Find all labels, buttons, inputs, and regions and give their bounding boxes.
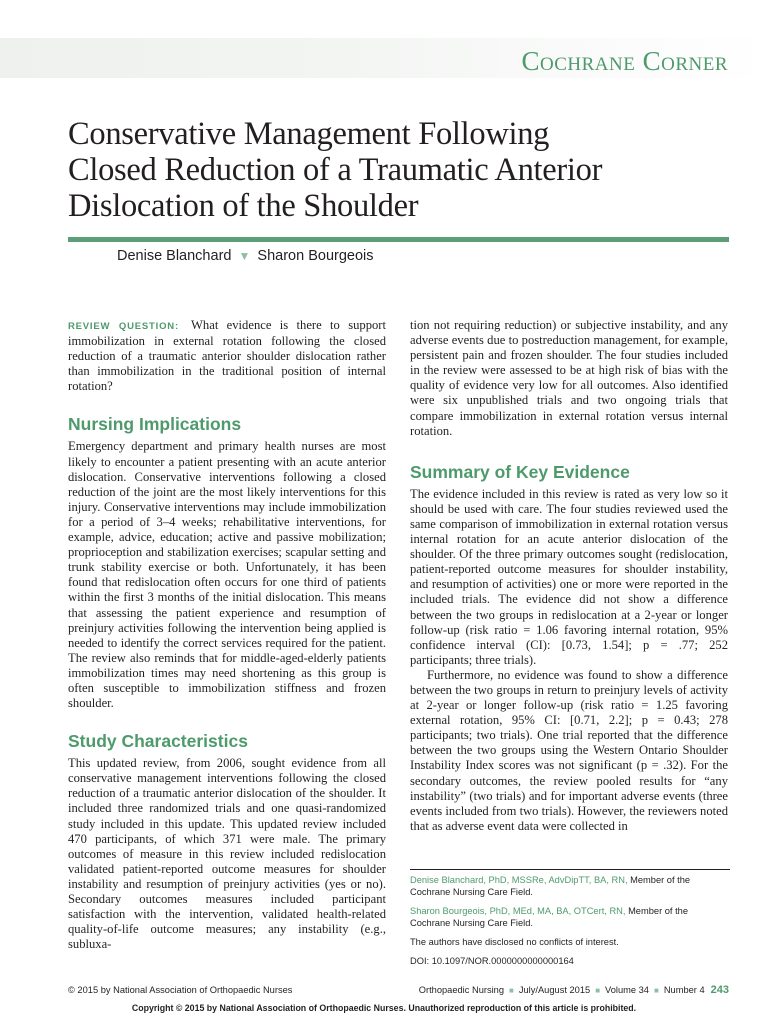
section-heading: Summary of Key Evidence	[410, 461, 630, 482]
page-number: 243	[710, 984, 729, 996]
review-question-text: What evidence is there to support immobilization in external rotation following the closed reduction of a traumatic anterior shoulder dislocation rather than immobilization in the traditional position of internal rotation?	[68, 318, 386, 394]
left-column	[68, 318, 386, 952]
title-line-3: Dislocation of the Shoulder	[68, 188, 419, 224]
author-note	[410, 874, 730, 898]
review-question-label: REVIEW QUESTION:	[68, 321, 179, 332]
footer-copyright: © 2015 by National Association of Orthopaedic Nurses	[68, 985, 293, 995]
body-paragraph: tion not requiring reduction) or subjective instability, and any adverse events due to postreduction management, for example, persistent pain and frozen shoulder. The four studies included in the review were assessed to be at high risk of bias with the quality of evidence very low for all outcomes. Also identified were six unpublished trials and two ongoing trials that compare immobilization in external rotation versus internal rotation.	[410, 318, 728, 438]
conflict-statement: The authors have disclosed no conflicts of interest.	[410, 937, 619, 947]
author-notes	[410, 869, 730, 974]
author-name: Sharon Bourgeois	[257, 248, 374, 264]
author-credentials: Sharon Bourgeois, PhD, MEd, MA, BA, OTCert, RN,	[410, 906, 626, 916]
author-affiliation: Member of the Cochrane Nursing Care Field.	[410, 906, 689, 928]
issue-date: July/August 2015	[518, 985, 591, 995]
title-divider	[68, 237, 729, 242]
title-line-1: Conservative Management Following	[68, 116, 550, 152]
body-paragraph: This updated review, from 2006, sought evidence from all conservative management interventions following the closed reduction of a traumatic anterior dislocation of the shoulder. It included three randomized trials and one quasi-randomized study included in this update. This updated review included 470 participants, of which 371 were male. The primary outcomes of measure in this review included redislocation validated patient-reported outcome measures for shoulder instability and resumption of preinjury activities (yes or no). Secondary outcomes measures included participant satisfaction with the intervention, validated health-related quality-of-life outcome measures; any instability (e.g., subluxa-	[68, 756, 386, 952]
author-name: Denise Blanchard	[117, 248, 232, 264]
review-question	[68, 318, 386, 394]
body-paragraph: The evidence included in this review is rated as very low so it should be used with care. The four studies reviewed used the same comparison of immobilization in external rotation versus internal rotation for an acute anterior dislocation of the shoulder. Of the three primary outcomes sought (redislocation, patient-reported outcome measures for shoulder instability, and resumption of activities) one or more were reported in the included trials. The evidence did not show a difference between the two groups in redislocation at a 2-year or longer follow-up (risk ratio = 1.06 favoring internal rotation, 95% confidence interval (CI): [0.73, 1.54]; p = .77; 252 participants; three trials).	[410, 486, 728, 667]
right-column	[410, 318, 728, 834]
doi: DOI: 10.1097/NOR.0000000000000164	[410, 956, 574, 966]
body-paragraph: Furthermore, no evidence was found to show a difference between the two groups in return to preinjury levels of activity at 2-year or longer follow-up (risk ratio = 1.25 favoring external rotation, 95% CI: [0.71, 2.2]; p = 0.43; 278 participants; two trials). One trial reported that the difference between the two groups using the Western Ontario Shoulder Instability Index scores was not significant (p = .32). For the secondary outcomes, the review pooled results for “any instability” (two trials) and for important adverse events (three events included from two trials). However, the reviewers noted that as adverse event data were collected in	[410, 667, 728, 833]
triangle-separator-icon: ▼	[238, 249, 251, 263]
author-affiliation: Member of the Cochrane Nursing Care Field.	[410, 875, 691, 897]
bullet-icon: ■	[595, 986, 601, 995]
footer-journal-info	[419, 984, 729, 996]
copyright-notice: Copyright © 2015 by National Association of Orthopaedic Nurses. Unauthorized reproduction of this article is prohibited.	[131, 1003, 637, 1013]
issue-number: Number 4	[663, 985, 705, 995]
journal-name: Orthopaedic Nursing	[418, 985, 505, 995]
bullet-icon: ■	[509, 986, 514, 995]
section-heading: Study Characteristics	[68, 731, 248, 752]
article-title	[68, 116, 728, 224]
author-credentials: Denise Blanchard, PhD, MSSRe, AdvDipTT, BA, RN,	[410, 875, 628, 885]
section-heading: Nursing Implications	[68, 414, 242, 435]
author-line	[117, 248, 374, 264]
section-label: Cochrane Corner	[521, 46, 728, 76]
bullet-icon: ■	[653, 986, 659, 995]
page-footer	[68, 984, 729, 998]
author-note	[410, 905, 730, 929]
volume: Volume 34	[605, 985, 649, 995]
body-paragraph: Emergency department and primary health nurses are most likely to encounter a patient presenting with an acute anterior dislocation. Conservative interventions following a closed reduction of the joint are the most likely interventions for this injury. Conservative interventions may include immobilization for a period of 3–4 weeks; rehabilitative interventions, for example, advice, education; active and passive mobilization; proprioception and stabilization exercises; scapular setting and trunk stability exercise or both. Unfortunately, it has been found that redislocation often occurs for one third of patients within the first 3 months of the initial dislocation. This means that assessing the patient experience and resumption of preinjury activities following the intervention being applied is needed to identify the correct services required for the patient. The review also reminds that for middle-aged-elderly patients immobilization times may need shortening as this group is often susceptible to immobilization stiffness and frozen shoulder.	[68, 439, 386, 711]
title-line-2: Closed Reduction of a Traumatic Anterior	[68, 152, 603, 188]
